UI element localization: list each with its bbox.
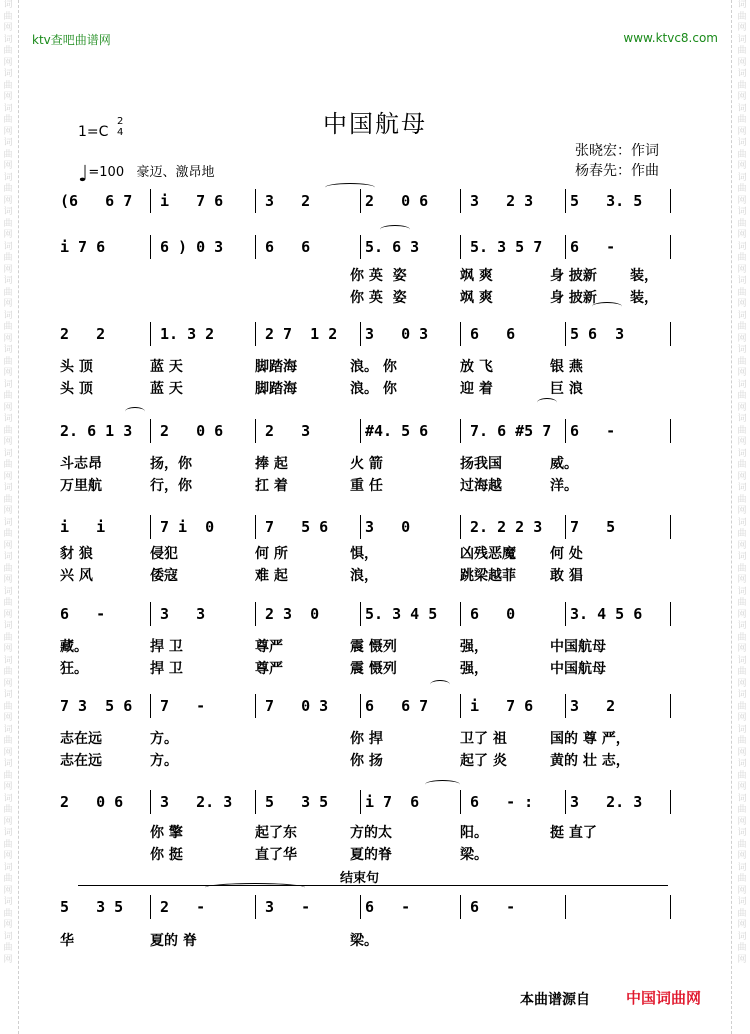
measure-notes: 3. 4 5 6 (570, 605, 643, 623)
tempo-marking (78, 161, 215, 187)
bar-line (360, 515, 361, 539)
measure-notes: 2 0 6 (160, 422, 224, 440)
measure-notes: 7 - (160, 697, 206, 715)
bar-line (565, 694, 566, 718)
lyric-text: 浪， (350, 568, 378, 584)
measure-notes: 7. 6 #5 7 (470, 422, 552, 440)
bar-line (460, 694, 461, 718)
lyric-text: 你 擎 (150, 825, 183, 841)
lyric-text: 你 挺 (150, 847, 183, 863)
lyric-text: 头 顶 (60, 359, 93, 375)
lyric-text: 身 披新 (550, 268, 597, 284)
lyric-text: 你 捍 (350, 731, 383, 747)
notation-row (60, 793, 690, 815)
measure-notes: 6 6 7 (365, 697, 429, 715)
measure-notes: 3 2 3 (470, 192, 534, 210)
lyric-row (60, 844, 690, 864)
notation-row (60, 697, 690, 719)
lyric-text: 尊严 (255, 661, 283, 677)
lyric-text: 中国航母 (550, 639, 606, 655)
measure-notes: 3 2 (570, 697, 616, 715)
measure-notes: 6 - (60, 605, 106, 623)
lyric-text: 起了东 (255, 825, 297, 841)
lyric-text: 扬，你 (150, 456, 192, 472)
bar-line (360, 235, 361, 259)
measure-notes: 5. 6 3 (365, 238, 420, 256)
tempo-value: =100 (88, 165, 125, 180)
bar-line (460, 895, 461, 919)
lyric-text: 飒 爽 (460, 268, 493, 284)
measure-notes: 3 2. 3 (570, 793, 643, 811)
measure-notes: 2 - (160, 898, 206, 916)
lyric-text: 斗志昂 (60, 456, 102, 472)
bar-line (565, 419, 566, 443)
time-signature-bottom: 4 (117, 127, 124, 138)
bar-line (670, 895, 671, 919)
lyric-text: 捍 卫 (150, 639, 183, 655)
bar-line (360, 419, 361, 443)
lyric-text: 中国航母 (550, 661, 606, 677)
measure-notes: 5. 3 4 5 (365, 605, 438, 623)
bar-line (460, 322, 461, 346)
quarter-note-icon: ♩ (78, 162, 89, 187)
bar-line (255, 515, 256, 539)
lyric-text: 重 任 (350, 478, 383, 494)
bar-line (565, 322, 566, 346)
measure-notes: 6 - (570, 238, 616, 256)
lyric-row (60, 930, 690, 950)
measure-notes: 7 5 6 (265, 518, 329, 536)
notation-row (60, 898, 690, 920)
time-signature-top: 2 (117, 116, 124, 127)
lyric-text: 敢 猖 (550, 568, 583, 584)
bar-line (670, 235, 671, 259)
lyric-text: 兴 风 (60, 568, 93, 584)
bar-line (150, 515, 151, 539)
bar-line (460, 419, 461, 443)
lyric-text: 侵犯 (150, 546, 178, 562)
lyric-text: 过海越 (460, 478, 502, 494)
measure-notes: 2. 6 1 3 (60, 422, 133, 440)
bar-line (460, 189, 461, 213)
slur-mark (325, 183, 375, 192)
measure-notes: 3 2. 3 (160, 793, 233, 811)
composer-credit: 杨春先：作曲 (575, 163, 659, 179)
lyric-text: 狂。 (60, 661, 88, 677)
lyric-text: 蓝 天 (150, 381, 183, 397)
bar-line (670, 322, 671, 346)
measure-notes: 3 - (265, 898, 311, 916)
bar-line (150, 419, 151, 443)
lyric-text: 洋。 (550, 478, 578, 494)
bar-line (150, 235, 151, 259)
lyric-text: 身 披新 (550, 290, 597, 306)
lyric-text: 浪。 你 (350, 381, 397, 397)
lyric-text: 方。 (150, 753, 178, 769)
measure-notes: 2. 2 2 3 (470, 518, 543, 536)
measure-notes: 6 - (570, 422, 616, 440)
lyric-text: 何 处 (550, 546, 583, 562)
slur-mark (125, 407, 145, 416)
lyric-row (60, 565, 690, 585)
measure-notes: 5 3 5 (60, 898, 124, 916)
lyric-row (60, 475, 690, 495)
lyric-text: 跳梁越菲 (460, 568, 516, 584)
lyric-text: 起了 炎 (460, 753, 507, 769)
measure-notes: 7 3 5 6 (60, 697, 133, 715)
bar-line (150, 895, 151, 919)
measure-notes: 6 0 (470, 605, 516, 623)
measure-notes: #4. 5 6 (365, 422, 429, 440)
lyric-row (60, 265, 690, 285)
measure-notes: 6 - : (470, 793, 534, 811)
measure-notes: 7 5 (570, 518, 616, 536)
lyric-row (60, 658, 690, 678)
lyric-text: 梁。 (460, 847, 488, 863)
bar-line (460, 515, 461, 539)
measure-notes: (6 6 7 (60, 192, 133, 210)
bar-line (565, 189, 566, 213)
bar-line (565, 235, 566, 259)
lyric-row (60, 728, 690, 748)
watermark-left: 词曲网词曲网词曲网词曲网词曲网词曲网词曲网词曲网词曲网词曲网词曲网词曲网词曲网词曲网词曲网词曲网词曲网词曲网词曲网词曲网词曲网词曲网词曲网词曲网词曲网词曲网词曲网词曲网 (3, 0, 13, 965)
lyric-text: 装， (630, 290, 658, 306)
measure-notes: 3 2 (265, 192, 311, 210)
measure-notes: 5 3 5 (265, 793, 329, 811)
song-title: 中国航母 (323, 110, 427, 138)
site-url-right[interactable]: www.ktvc8.com (623, 31, 718, 45)
lyric-text: 尊严 (255, 639, 283, 655)
slur-mark (430, 680, 450, 689)
ending-label: 结束句 (340, 871, 380, 886)
lyric-text: 放 飞 (460, 359, 493, 375)
measure-notes: i i (60, 518, 106, 536)
measure-notes: 3 0 (365, 518, 411, 536)
lyric-text: 凶残恶魔 (460, 546, 516, 562)
lyric-row (60, 822, 690, 842)
lyric-row (60, 453, 690, 473)
measure-notes: 2 2 (60, 325, 106, 343)
measure-notes: 5 3. 5 (570, 192, 643, 210)
lyric-row (60, 356, 690, 376)
lyric-text: 阳。 (460, 825, 488, 841)
lyric-text: 震 慑列 (350, 661, 397, 677)
bar-line (460, 790, 461, 814)
lyric-text: 夏的脊 (350, 847, 392, 863)
bar-line (360, 602, 361, 626)
ending-bracket (78, 885, 668, 896)
measure-notes: 1. 3 2 (160, 325, 215, 343)
lyric-text: 挺 直了 (550, 825, 597, 841)
margin-line-left (18, 0, 19, 1034)
measure-notes: i 7 6 (60, 238, 106, 256)
lyric-text: 火 箭 (350, 456, 383, 472)
lyric-text: 飒 爽 (460, 290, 493, 306)
bar-line (150, 790, 151, 814)
lyric-text: 豺 狼 (60, 546, 93, 562)
lyric-text: 直了华 (255, 847, 297, 863)
lyric-row (60, 636, 690, 656)
bar-line (360, 694, 361, 718)
lyric-text: 威。 (550, 456, 578, 472)
slur-mark (425, 780, 460, 789)
slur-mark (592, 302, 622, 311)
slur-mark (537, 398, 557, 407)
bar-line (670, 189, 671, 213)
measure-notes: i 7 6 (160, 192, 224, 210)
lyric-text: 扛 着 (255, 478, 288, 494)
lyricist-credit: 张晓宏：作词 (575, 143, 659, 159)
measure-notes: 5 6 3 (570, 325, 625, 343)
measure-notes: 2 3 (265, 422, 311, 440)
bar-line (670, 790, 671, 814)
lyric-text: 你 扬 (350, 753, 383, 769)
lyric-text: 夏的 脊 (150, 933, 197, 949)
bar-line (255, 419, 256, 443)
credits (575, 141, 659, 181)
lyric-text: 蓝 天 (150, 359, 183, 375)
lyric-text: 志在远 (60, 753, 102, 769)
bar-line (150, 189, 151, 213)
measure-notes: 2 0 6 (60, 793, 124, 811)
lyric-row (60, 750, 690, 770)
bar-line (255, 895, 256, 919)
lyric-text: 华 (60, 933, 74, 949)
bar-line (565, 895, 566, 919)
bar-line (670, 602, 671, 626)
lyric-text: 志在远 (60, 731, 102, 747)
bar-line (460, 602, 461, 626)
measure-notes: 6 - (365, 898, 411, 916)
lyric-text: 你 英 姿 (350, 268, 407, 284)
lyric-text: 捧 起 (255, 456, 288, 472)
lyric-text: 惧， (350, 546, 378, 562)
lyric-text: 脚踏海 (255, 359, 297, 375)
lyric-text: 黄的 壮 志， (550, 753, 630, 769)
lyric-row (60, 378, 690, 398)
measure-notes: 3 3 (160, 605, 206, 623)
measure-notes: 7 i 0 (160, 518, 215, 536)
lyric-text: 浪。 你 (350, 359, 397, 375)
watermark-right: 词曲网词曲网词曲网词曲网词曲网词曲网词曲网词曲网词曲网词曲网词曲网词曲网词曲网词曲网词曲网词曲网词曲网词曲网词曲网词曲网词曲网词曲网词曲网词曲网词曲网词曲网词曲网词曲网 (737, 0, 747, 965)
notation-row (60, 422, 690, 444)
lyric-text: 银 燕 (550, 359, 583, 375)
site-name-left[interactable]: ktv查吧曲谱网 (32, 33, 111, 47)
lyric-text: 藏。 (60, 639, 88, 655)
lyric-text: 国的 尊 严， (550, 731, 630, 747)
lyric-text: 方的太 (350, 825, 392, 841)
lyric-text: 头 顶 (60, 381, 93, 397)
bar-line (255, 189, 256, 213)
lyric-text: 巨 浪 (550, 381, 583, 397)
lyric-text: 何 所 (255, 546, 288, 562)
bar-line (565, 602, 566, 626)
bar-line (670, 419, 671, 443)
measure-notes: 2 0 6 (365, 192, 429, 210)
measure-notes: 7 0 3 (265, 697, 329, 715)
lyric-text: 方。 (150, 731, 178, 747)
measure-notes: 5. 3 5 7 (470, 238, 543, 256)
measure-notes: i 7 6 (365, 793, 420, 811)
bar-line (255, 694, 256, 718)
key-signature: 1=C (78, 124, 109, 140)
lyric-text: 难 起 (255, 568, 288, 584)
lyric-text: 脚踏海 (255, 381, 297, 397)
lyric-text: 你 英 姿 (350, 290, 407, 306)
time-signature (117, 116, 123, 138)
bar-line (565, 515, 566, 539)
bar-line (150, 694, 151, 718)
lyric-text: 强， (460, 639, 488, 655)
bar-line (255, 235, 256, 259)
notation-row (60, 238, 690, 260)
lyric-text: 装， (630, 268, 658, 284)
bar-line (360, 189, 361, 213)
lyric-text: 倭寇 (150, 568, 178, 584)
source-name[interactable]: 中国词曲网 (626, 989, 702, 1007)
bar-line (360, 790, 361, 814)
bar-line (150, 322, 151, 346)
bar-line (255, 602, 256, 626)
measure-notes: 2 3 0 (265, 605, 320, 623)
bar-line (460, 235, 461, 259)
measure-notes: 3 0 3 (365, 325, 429, 343)
lyric-text: 震 慑列 (350, 639, 397, 655)
bar-line (150, 602, 151, 626)
notation-row (60, 518, 690, 540)
measure-notes: 6 6 (470, 325, 516, 343)
bar-line (670, 515, 671, 539)
lyric-text: 扬我国 (460, 456, 502, 472)
slur-mark (380, 225, 410, 234)
bar-line (255, 790, 256, 814)
lyric-text: 梁。 (350, 933, 378, 949)
source-label: 本曲谱源自 (520, 992, 590, 1008)
lyric-text: 卫了 祖 (460, 731, 507, 747)
lyric-text: 捍 卫 (150, 661, 183, 677)
measure-notes: 6 6 (265, 238, 311, 256)
lyric-text: 迎 着 (460, 381, 493, 397)
bar-line (565, 790, 566, 814)
bar-line (360, 322, 361, 346)
bar-line (360, 895, 361, 919)
bar-line (255, 322, 256, 346)
lyric-text: 行，你 (150, 478, 192, 494)
measure-notes: 6 ) 0 3 (160, 238, 224, 256)
lyric-row (60, 543, 690, 563)
bar-line (670, 694, 671, 718)
measure-notes: 2 7 1 2 (265, 325, 338, 343)
notation-row (60, 192, 690, 214)
measure-notes: 6 - (470, 898, 516, 916)
lyric-text: 万里航 (60, 478, 102, 494)
mood-text: 豪迈、激昂地 (136, 165, 215, 180)
margin-line-right (731, 0, 732, 1034)
measure-notes: i 7 6 (470, 697, 534, 715)
lyric-text: 强， (460, 661, 488, 677)
notation-row (60, 325, 690, 347)
notation-row (60, 605, 690, 627)
